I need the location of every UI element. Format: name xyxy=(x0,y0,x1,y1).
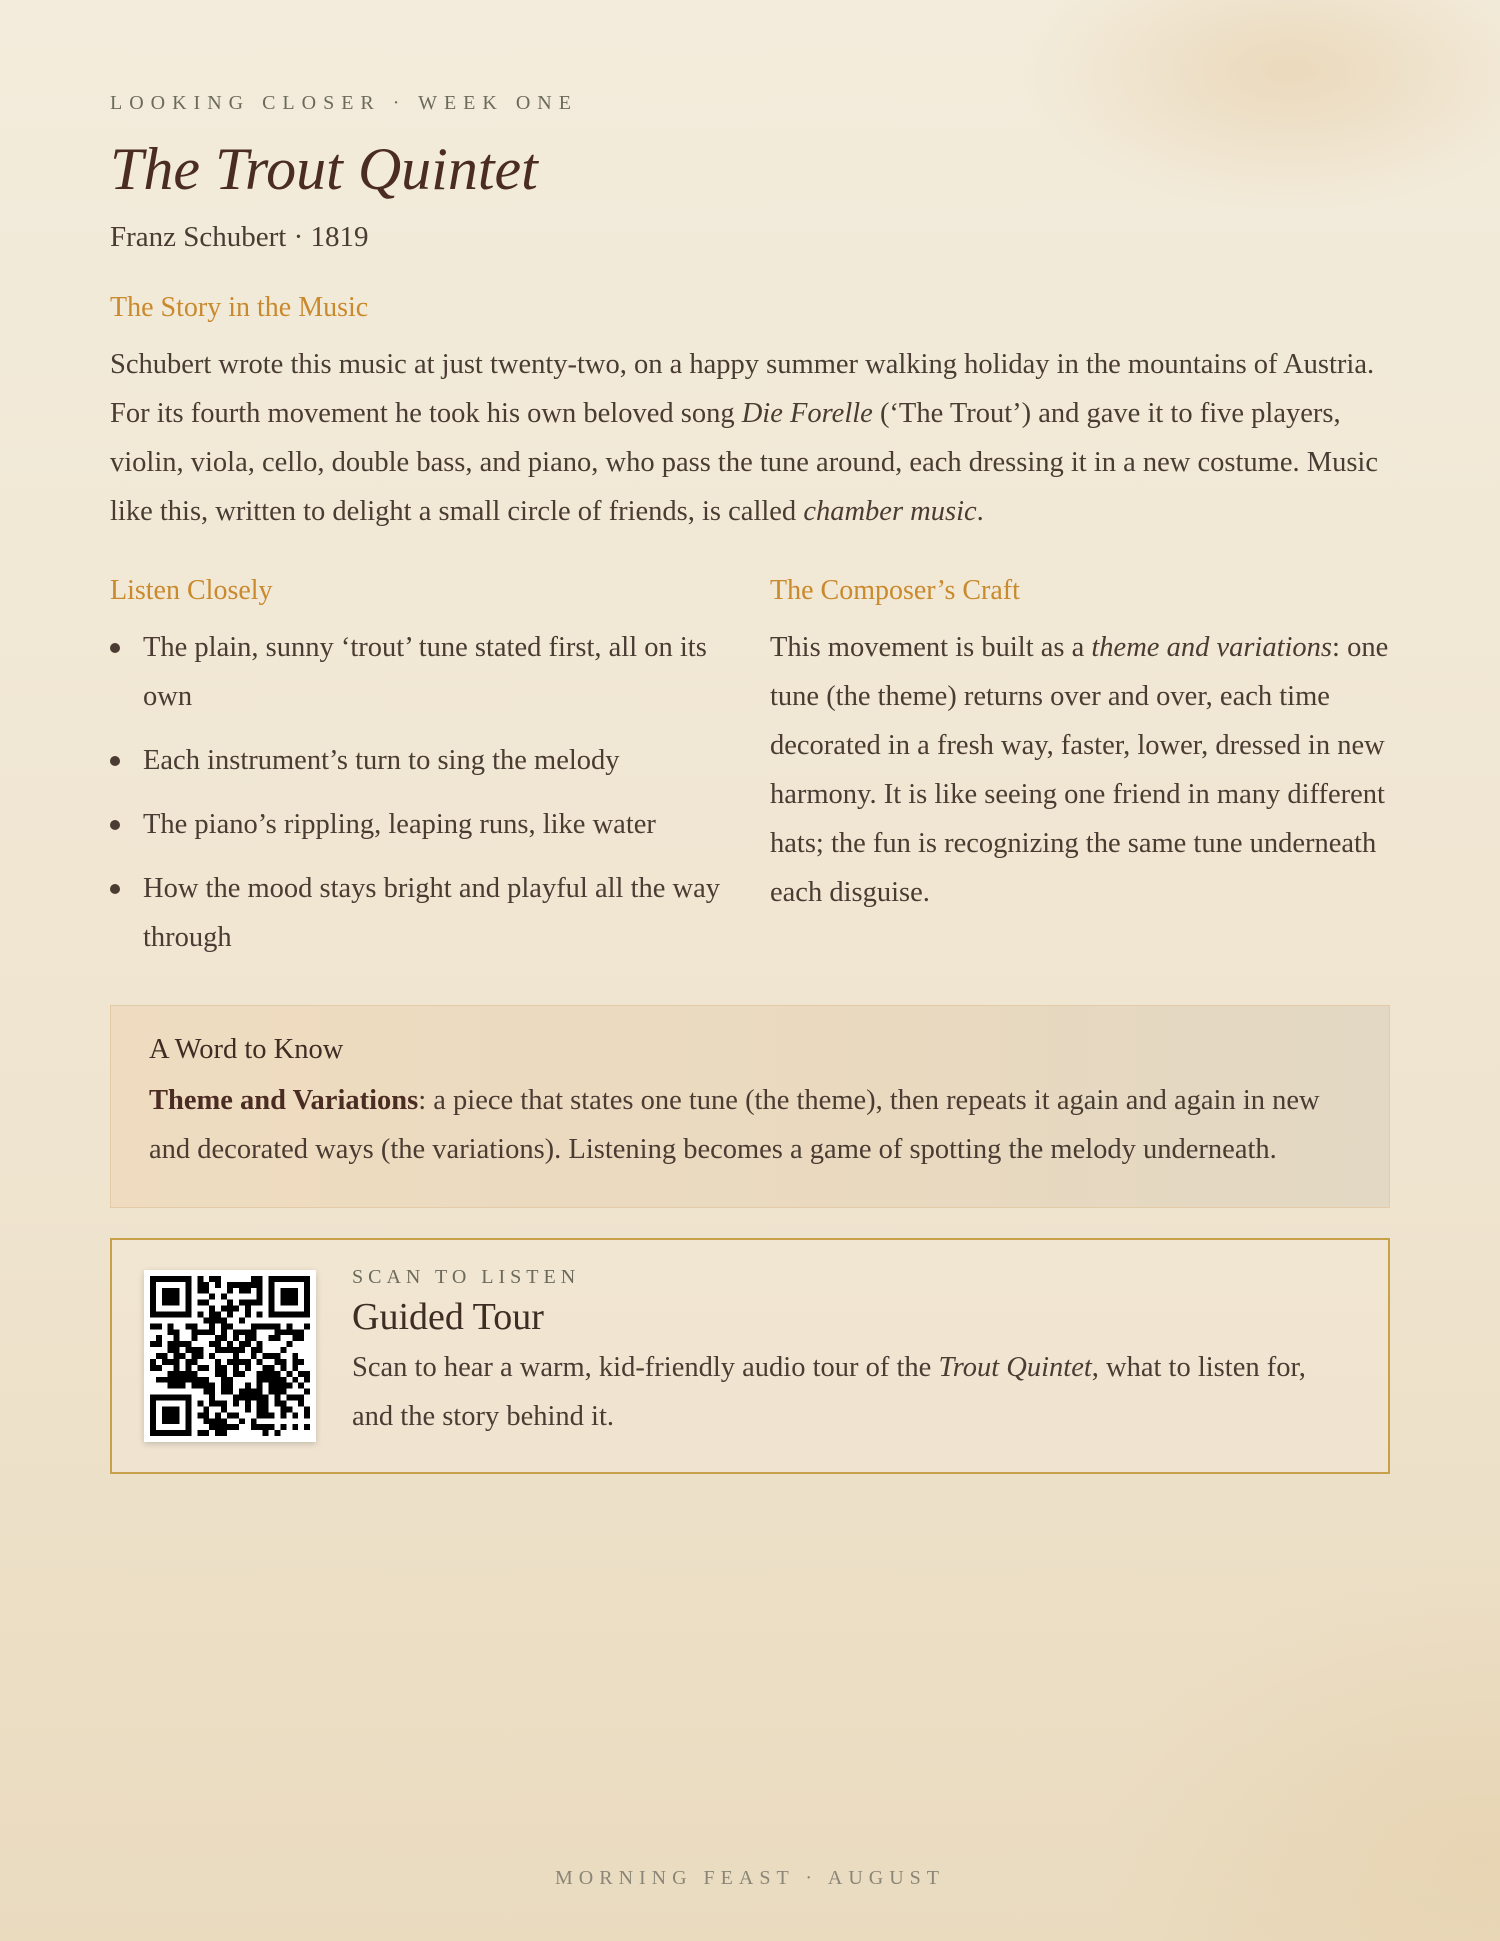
word-definition: Theme and Variations: a piece that states one tune (the theme), then repeats it again and again in new and decorated ways (the variations). Listening becomes a game of spotting the melody underneath. xyxy=(149,1085,1320,1165)
list-item: How the mood stays bright and playful all the way through xyxy=(110,864,740,962)
listen-list xyxy=(110,623,740,962)
craft-section xyxy=(770,575,1390,917)
qr-text xyxy=(352,1266,1352,1441)
kicker: LOOKING CLOSER · WEEK ONE xyxy=(110,92,578,114)
bullet-icon xyxy=(110,820,120,830)
term-chamber-music: chamber music xyxy=(803,496,977,527)
bullet-icon xyxy=(110,643,120,653)
word-heading: A Word to Know xyxy=(149,1034,344,1065)
listen-heading: Listen Closely xyxy=(110,575,273,606)
story-heading: The Story in the Music xyxy=(110,292,369,323)
story-text: Schubert wrote this music at just twenty-two, on a happy summer walking holiday in the mountains of Austria. For its fourth movement he took his own beloved song Die Forelle (‘The Trout’) and gave it to five players, violin, viola, cello, double bass, and piano, who pass the tune around, each dressing it in a new costume. Music like this, written to delight a small circle of friends, is called chamber music. xyxy=(110,349,1378,527)
craft-heading: The Composer’s Craft xyxy=(770,575,1020,606)
subtitle: Franz Schubert · 1819 xyxy=(110,221,369,253)
guided-tour-title: Guided Tour xyxy=(352,1296,544,1338)
listen-section xyxy=(110,575,740,977)
craft-text: This movement is built as a theme and variations: one tune (the theme) returns over and over, each time decorated in a fresh way, faster, lower, dressed in new harmony. It is like seeing one friend in many different hats; the fun is recognizing the same tune underneath each disguise. xyxy=(770,632,1389,908)
term-theme-variations: theme and variations xyxy=(1091,632,1333,663)
list-item: The piano’s rippling, leaping runs, like water xyxy=(110,800,740,849)
qr-card xyxy=(110,1238,1390,1474)
list-item: The plain, sunny ‘trout’ tune stated first, all on its own xyxy=(110,623,740,721)
word-term: Theme and Variations xyxy=(149,1085,419,1116)
bullet-icon xyxy=(110,884,120,894)
qr-code-image xyxy=(144,1270,316,1442)
list-item: Each instrument’s turn to sing the melody xyxy=(110,736,740,785)
footer: MORNING FEAST · AUGUST xyxy=(555,1867,945,1889)
scan-label: SCAN TO LISTEN xyxy=(352,1266,581,1288)
word-to-know-box xyxy=(110,1005,1390,1208)
qr-description: Scan to hear a warm, kid-friendly audio tour of the Trout Quintet, what to listen for, and the story behind it. xyxy=(352,1352,1306,1432)
work-title: Trout Quintet xyxy=(938,1352,1092,1383)
page-title: The Trout Quintet xyxy=(110,136,538,202)
song-title: Die Forelle xyxy=(741,398,873,429)
bullet-icon xyxy=(110,756,120,766)
story-section xyxy=(110,292,1400,536)
qr-code[interactable] xyxy=(144,1270,316,1442)
